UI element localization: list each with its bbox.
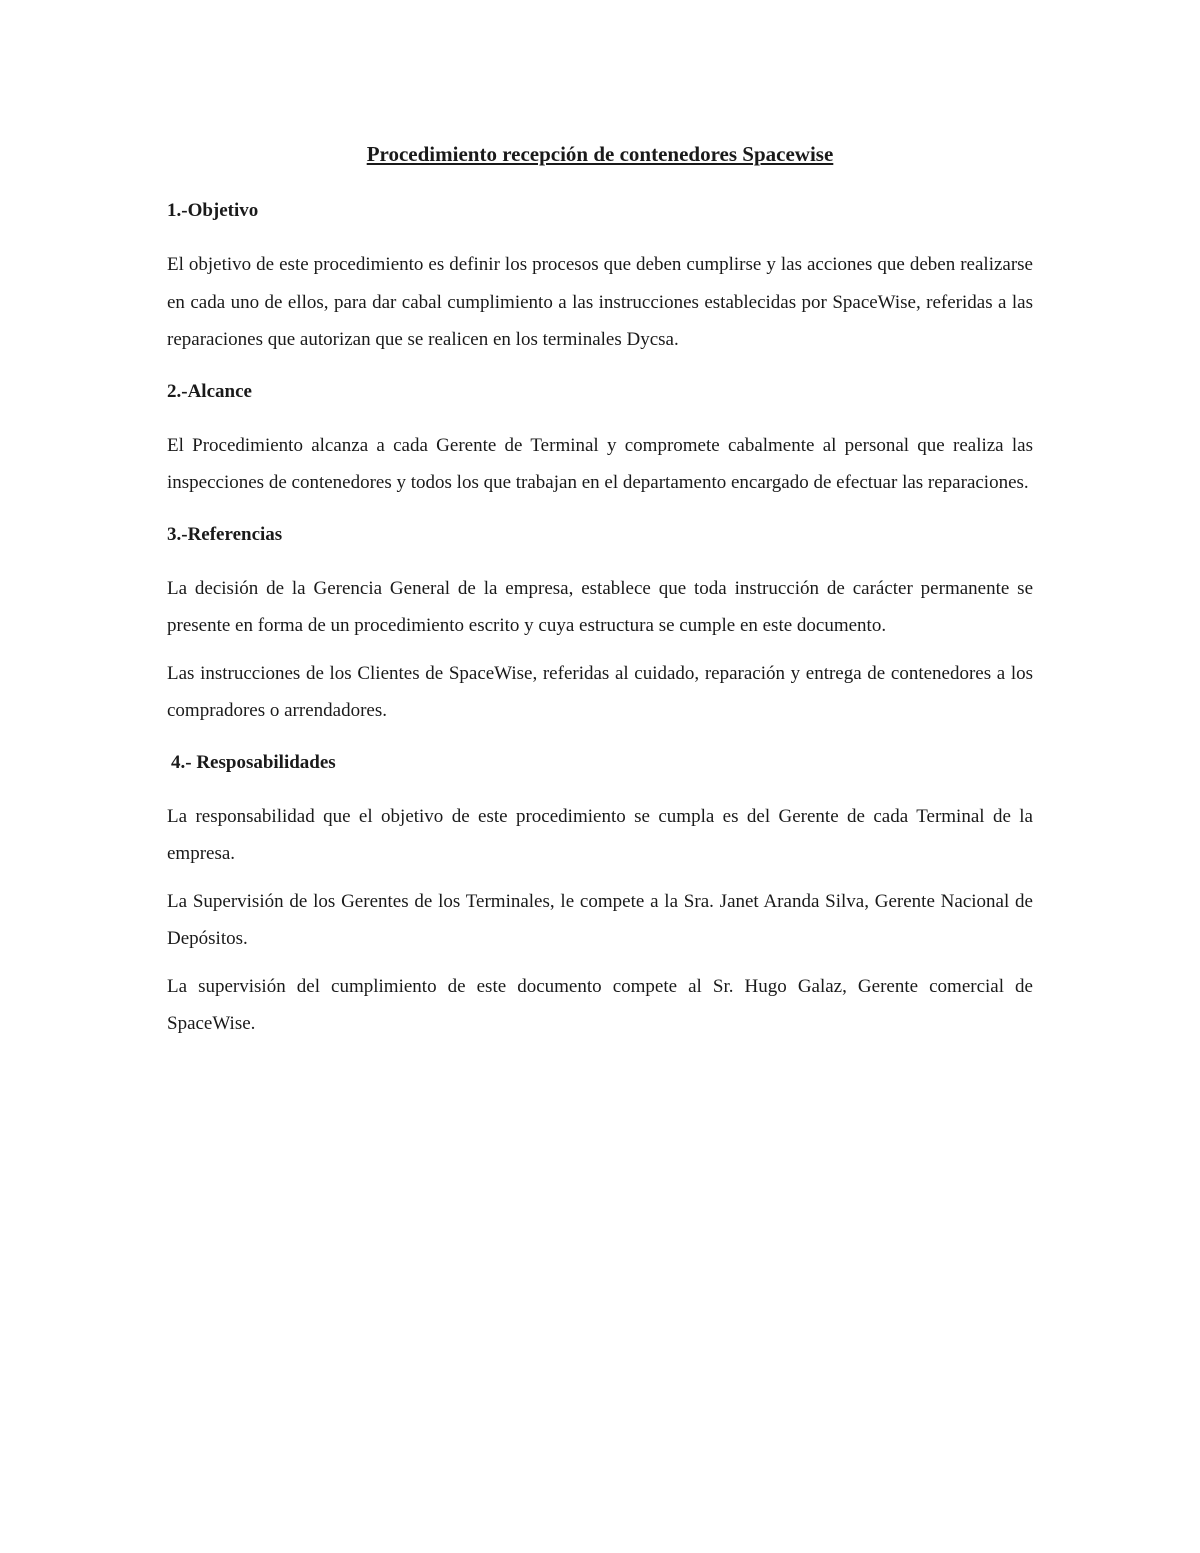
- paragraph: La Supervisión de los Gerentes de los Terminales, le compete a la Sra. Janet Aranda Silva, Gerente Nacional de Depósitos.: [167, 890, 1033, 949]
- section-responsabilidades: [167, 748, 1033, 1043]
- document-body: [167, 138, 1033, 1061]
- section-heading: 4.- Resposabilidades: [171, 751, 336, 773]
- section-heading: 2.-Alcance: [167, 380, 252, 402]
- document-title: Procedimiento recepción de contenedores Spacewise: [366, 142, 834, 166]
- section-heading: 3.-Referencias: [167, 523, 283, 545]
- section-objetivo: [167, 196, 1033, 359]
- section-referencias: [167, 520, 1033, 730]
- paragraph: Las instrucciones de los Clientes de SpaceWise, referidas al cuidado, reparación y entrega de contenedores a los compradores o arrendadores.: [167, 662, 1033, 721]
- paragraph: El objetivo de este procedimiento es definir los procesos que deben cumplirse y las acciones que deben realizarse en cada uno de ellos, para dar cabal cumplimiento a las instrucciones establecidas por SpaceWise, referidas a las reparaciones que autorizan que se realicen en los terminales Dycsa.: [167, 254, 1033, 350]
- paragraph: La responsabilidad que el objetivo de este procedimiento se cumpla es del Gerente de cada Terminal de la empresa.: [167, 805, 1033, 864]
- paragraph: El Procedimiento alcanza a cada Gerente de Terminal y compromete cabalmente al personal que realiza las inspecciones de contenedores y todos los que trabajan en el departamento encargado de efectuar las reparaciones.: [167, 434, 1033, 493]
- paragraph: La supervisión del cumplimiento de este documento compete al Sr. Hugo Galaz, Gerente comercial de SpaceWise.: [167, 975, 1033, 1034]
- section-alcance: [167, 377, 1033, 502]
- section-heading: 1.-Objetivo: [167, 200, 259, 221]
- paragraph: La decisión de la Gerencia General de la empresa, establece que toda instrucción de carácter permanente se presente en forma de un procedimiento escrito y cuya estructura se cumple en este documento.: [167, 577, 1033, 636]
